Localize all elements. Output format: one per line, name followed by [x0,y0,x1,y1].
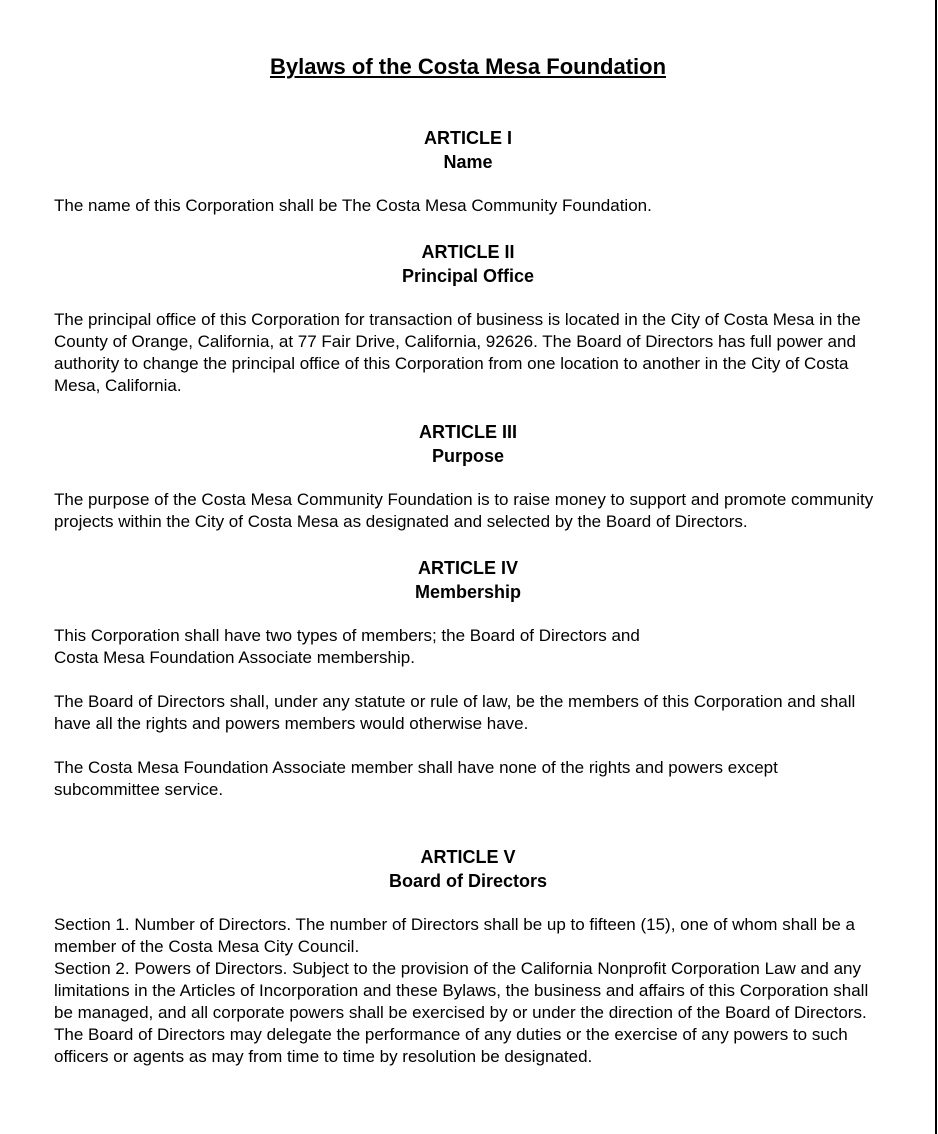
article-name: Purpose [431,446,505,466]
article-number: ARTICLE V [420,847,516,867]
article-paragraph: The Costa Mesa Foundation Associate member shall have none of the rights and powers except subcommittee service. [54,758,778,799]
article-name: Name [443,152,493,172]
article-4 [54,556,882,801]
paragraph-line: Costa Mesa Foundation Associate membership. [54,648,415,667]
page-edge-divider [935,0,937,1134]
paragraph-line: This Corporation shall have two types of members; the Board of Directors and [54,626,640,645]
article-1 [54,126,882,217]
article-paragraph: The purpose of the Costa Mesa Community Foundation is to raise money to support and promote community projects within the City of Costa Mesa as designated and selected by the Board of Directors. [54,490,874,531]
article-paragraph: The principal office of this Corporation for transaction of business is located in the City of Costa Mesa in the County of Orange, California, at 77 Fair Drive, California, 92626. The Board of Directors has full power and authority to change the principal office of this Corporation from one location to another in the City of Costa Mesa, California. [54,310,861,395]
article-2 [54,240,882,397]
article-paragraph [54,625,882,669]
article-paragraph: The name of this Corporation shall be The Costa Mesa Community Foundation. [54,196,652,215]
article-3 [54,420,882,533]
article-name: Principal Office [401,266,535,286]
article-number: ARTICLE III [419,422,517,442]
document-body [54,52,882,1068]
article-section: Section 1. Number of Directors. The number of Directors shall be up to fifteen (15), one of whom shall be a member of the Costa Mesa City Council. [54,915,855,956]
article-number: ARTICLE II [421,242,515,262]
article-name: Membership [414,582,522,602]
article-name: Board of Directors [388,871,548,891]
article-section: Section 2. Powers of Directors. Subject to the provision of the California Nonprofit Corporation Law and any limitations in the Articles of Incorporation and these Bylaws, the business and affairs of this Corporation shall be managed, and all corporate powers shall be exercised by or under the direction of the Board of Directors. The Board of Directors may delegate the performance of any duties or the exercise of any powers to such officers or agents as may from time to time by resolution be designated. [54,959,869,1066]
article-paragraph: The Board of Directors shall, under any statute or rule of law, be the members of this Corporation and shall have all the rights and powers members would otherwise have. [54,692,856,733]
article-number: ARTICLE IV [417,558,518,578]
article-number: ARTICLE I [424,128,512,148]
article-5 [54,845,882,1068]
document-title: Bylaws of the Costa Mesa Foundation [269,54,667,79]
